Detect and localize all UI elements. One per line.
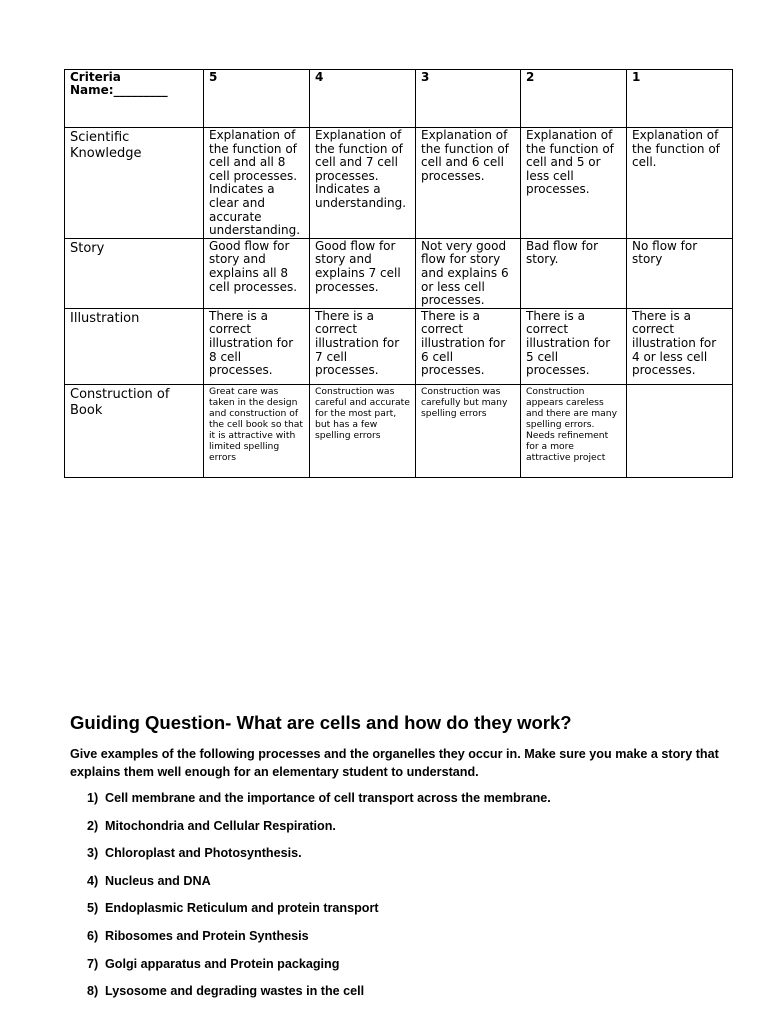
criteria-header <box>65 70 204 128</box>
rubric-cell: Construction was carefully but many spelling errors <box>416 384 521 477</box>
rubric-cell <box>627 384 733 477</box>
criterion-label: Scientific Knowledge <box>65 128 204 239</box>
score-header-3: 3 <box>416 70 521 128</box>
item-number: 7) <box>87 956 99 971</box>
item-number: 3) <box>87 846 99 861</box>
rubric-cell: Explanation of the function of cell and 5 or less cell processes. <box>521 128 627 239</box>
rubric-row-illustration <box>65 308 733 384</box>
score-header-5: 5 <box>204 70 310 128</box>
item-text: Mitochondria and Cellular Respiration. <box>105 818 336 833</box>
guiding-question-title: Guiding Question- What are cells and how do they work? <box>70 712 572 733</box>
rubric-cell: Good flow for story and explains 7 cell processes. <box>310 238 416 308</box>
item-text: Endoplasmic Reticulum and protein transport <box>105 901 379 916</box>
score-header-4: 4 <box>310 70 416 128</box>
rubric-cell: Good flow for story and explains all 8 cell processes. <box>204 238 310 308</box>
rubric-row-scientific-knowledge <box>65 128 733 239</box>
item-number: 8) <box>87 984 99 999</box>
item-text: Chloroplast and Photosynthesis. <box>105 846 302 861</box>
rubric-table <box>64 69 733 478</box>
list-item <box>87 845 750 862</box>
rubric-cell: Explanation of the function of cell and 7 cell processes. Indicates a understanding. <box>310 128 416 239</box>
list-item <box>87 928 750 945</box>
criterion-label: Story <box>65 238 204 308</box>
rubric-cell: There is a correct illustration for 5 cell processes. <box>521 308 627 384</box>
rubric-cell: There is a correct illustration for 4 or less cell processes. <box>627 308 733 384</box>
rubric-cell: Bad flow for story. <box>521 238 627 308</box>
item-number: 1) <box>87 791 99 805</box>
list-item <box>87 873 750 890</box>
item-text: Lysosome and degrading wastes in the cell <box>105 984 365 999</box>
rubric-cell: Explanation of the function of cell and all 8 cell processes. Indicates a clear and accurate understanding. <box>204 128 310 239</box>
process-list <box>70 790 750 1000</box>
criterion-label: Construction of Book <box>65 384 204 477</box>
item-number: 6) <box>87 928 99 943</box>
rubric-cell: No flow for story <box>627 238 733 308</box>
rubric-cell: There is a correct illustration for 8 cell processes. <box>204 308 310 384</box>
item-text: Nucleus and DNA <box>105 873 211 888</box>
criteria-label: Criteria <box>70 70 121 84</box>
rubric-cell: Great care was taken in the design and construction of the cell book so that it is attractive with limited spelling errors <box>204 384 310 477</box>
criterion-label: Illustration <box>65 308 204 384</box>
guiding-intro: Give examples of the following processes and the organelles they occur in. Make sure you make a story that explains them well enough for an elementary student to understand. <box>70 747 719 779</box>
rubric-cell: Construction was careful and accurate for the most part, but has a few spelling errors <box>310 384 416 477</box>
rubric-cell: Explanation of the function of cell and 6 cell processes. <box>416 128 521 239</box>
item-text: Cell membrane and the importance of cell transport across the membrane. <box>105 791 551 805</box>
rubric-row-story <box>65 238 733 308</box>
item-text: Ribosomes and Protein Synthesis <box>105 928 309 943</box>
item-number: 5) <box>87 901 99 916</box>
name-label: Name:_________ <box>70 83 168 97</box>
rubric-cell: Not very good flow for story and explains 6 or less cell processes. <box>416 238 521 308</box>
rubric-cell: Explanation of the function of cell. <box>627 128 733 239</box>
guiding-question-section <box>70 711 750 1011</box>
list-item <box>87 900 750 917</box>
list-item <box>87 818 750 835</box>
rubric-row-construction <box>65 384 733 477</box>
rubric-cell: Construction appears careless and there are many spelling errors. Needs refinement for a more attractive project <box>521 384 627 477</box>
rubric-cell: There is a correct illustration for 6 cell processes. <box>416 308 521 384</box>
score-header-2: 2 <box>521 70 627 128</box>
item-number: 2) <box>87 818 99 833</box>
list-item <box>87 956 750 973</box>
item-text: Golgi apparatus and Protein packaging <box>105 956 340 971</box>
list-item <box>87 983 750 1000</box>
list-item <box>87 790 750 807</box>
score-header-1: 1 <box>627 70 733 128</box>
rubric-cell: There is a correct illustration for 7 cell processes. <box>310 308 416 384</box>
item-number: 4) <box>87 873 99 888</box>
rubric-header-row <box>65 70 733 128</box>
